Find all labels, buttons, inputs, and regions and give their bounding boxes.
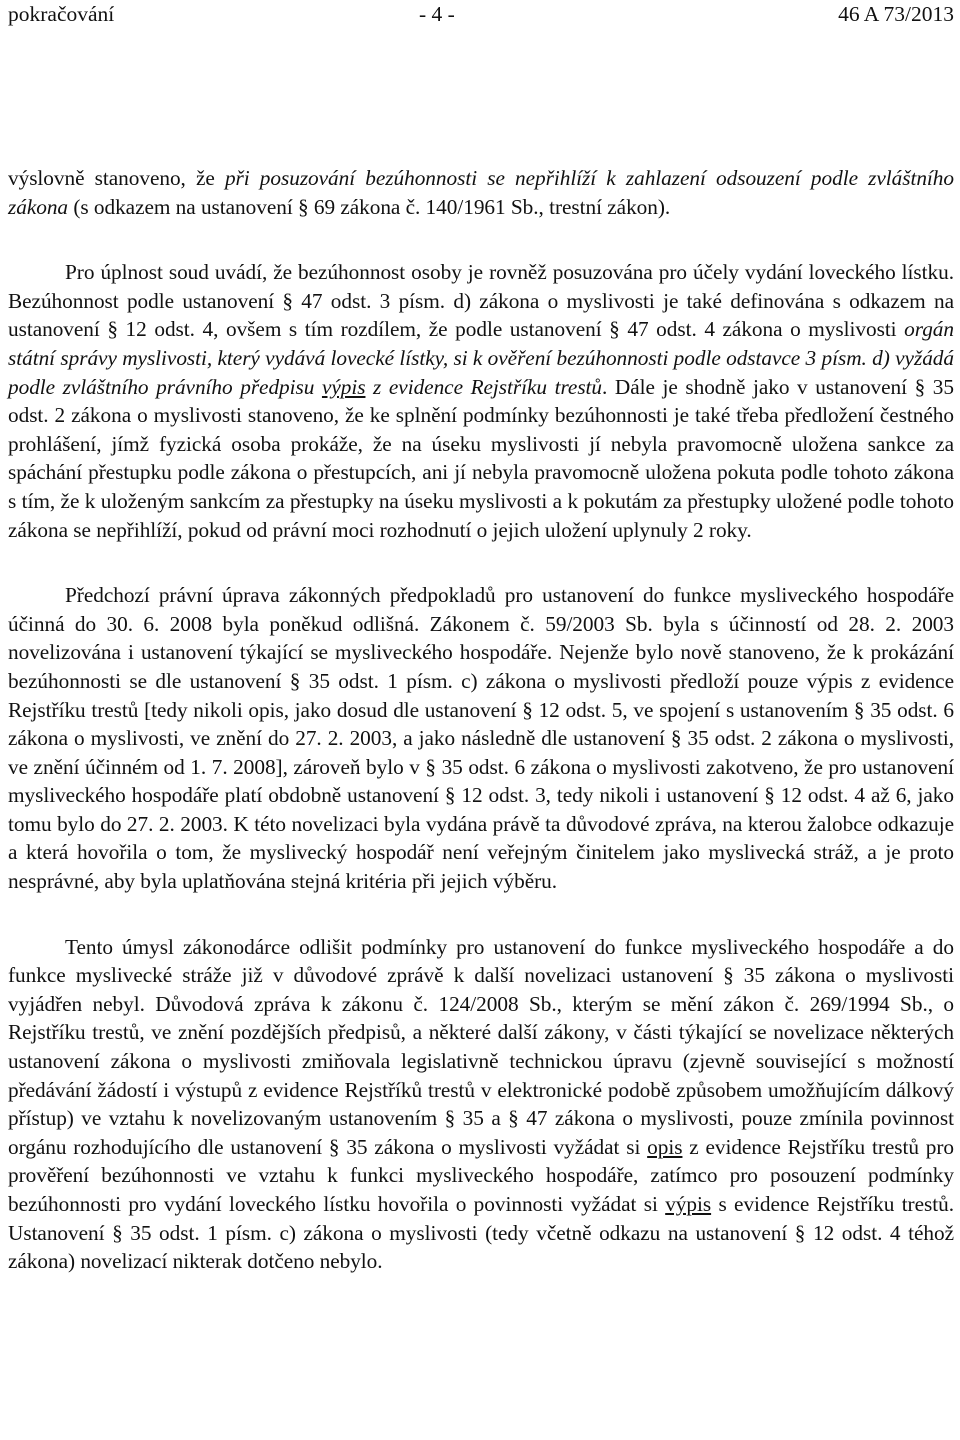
p4-underlined-vypis: výpis xyxy=(665,1192,712,1216)
document-body xyxy=(8,164,954,1276)
header-continuation-label: pokračování xyxy=(8,2,115,26)
p4-text-a: Tento úmysl zákonodárce odlišit podmínky pro ustanovení do funkce mysliveckého hospodáře a do funkce myslivecké stráže již v důvodové zprávě k další novelizaci ustanovení § 35 zákona o myslivosti vyjádřen nebyl. Důvodová zpráva k zákonu č. 124/2008 Sb., kterým se mění zákon č. 269/1994 Sb., o Rejstříku trestů, ve znění pozdějších předpisů, a některé další zákony, v části týkající se novelizace některých ustanovení zákona o myslivosti zmiňovala legislativně technickou úpravu (zjevně související s možností předávání žádostí i výstupů z evidence Rejstříků trestů v elektronické podobě způsobem umožňujícím dálkový přístup) ve vztahu k novelizovaným ustanovením § 35 a § 47 zákona o myslivosti, pouze zmínila povinnost orgánu rozhodujícího dle ustanovení § 35 zákona o myslivosti vyžádat si xyxy=(8,934,954,1159)
header-case-number: 46 A 73/2013 xyxy=(838,2,954,26)
paragraph-3 xyxy=(8,581,954,896)
p1-text-a: výslovně stanoveno, že xyxy=(8,166,225,190)
paragraph-1 xyxy=(8,164,954,221)
p2-text-a: Pro úplnost soud uvádí, že bezúhonnost osoby je rovněž posuzována pro účely vydání loveckého lístku. Bezúhonnost podle ustanovení § 47 odst. 3 písm. d) zákona o myslivosti je také definována s odkazem na ustanovení § 12 odst. 4, ovšem s tím rozdílem, že podle ustanovení § 47 odst. 4 zákona o myslivosti xyxy=(8,260,954,342)
p1-italic-quote: při posuzování bezúhonnosti se nepřihlíží k zahlazení odsouzení podle zvláštního zákona xyxy=(8,166,954,219)
header-page-number: - 4 - xyxy=(419,2,455,26)
p3-text: Předchozí právní úprava zákonných předpokladů pro ustanovení do funkce mysliveckého hospodáře účinná do 30. 6. 2008 byla poněkud odlišná. Zákonem č. 59/2003 Sb. byla s účinností od 28. 2. 2003 novelizována i ustanovení týkající se mysliveckého hospodáře. Nejenže bylo nově stanoveno, že k prokázání bezúhonnosti se dle ustanovení § 35 odst. 1 písm. c) zákona o myslivosti předloží pouze výpis z evidence Rejstříku trestů [tedy nikoli opis, jako dosud dle ustanovení § 12 odst. 5, ve spojení s ustanovením § 35 odst. 6 zákona o myslivosti, ve znění do 27. 2. 2003, a jako následně dle ustanovení § 35 odst. 2 zákona o myslivosti, ve znění účinném od 1. 7. 2008], zároveň bylo v § 35 odst. 6 zákona o myslivosti zakotveno, že pro ustanovení mysliveckého hospodáře platí obdobně ustanovení § 12 odst. 3, tedy nikoli i ustanovení § 12 odst. 4 až 6, jako tomu bylo do 27. 2. 2003. K této novelizaci byla vydána právě ta důvodové zpráva, na kterou žalobce odkazuje a která hovořila o tom, že myslivecký hospodář není veřejným činitelem jako myslivecká stráž, a je proto nesprávné, aby byla uplatňována stejná kritéria při jejich výběru. xyxy=(8,583,954,894)
p2-text-e: . Dále je shodně jako v ustanovení § 35 odst. 2 zákona o myslivosti stanoveno, že ke splnění podmínky bezúhonnosti je také třeba předložení čestného prohlášení, jímž fyzická osoba prokáže, že na úseku myslivosti jí nebyla pravomocně uložena sankce za spáchání přestupku podle zákona o přestupcích, ani jí nebyla pravomocně uložena pokuta podle tohoto zákona s tím, že k uloženým sankcím za přestupky na úseku myslivosti a k pokutám za přestupky uložené podle tohoto zákona se nepřihlíží, pokud od právní moci rozhodnutí o jejich uložení uplynuly 2 roky. xyxy=(8,374,954,542)
p2-underlined-vypis: výpis xyxy=(321,374,366,399)
p2-italic-quote-a: orgán státní správy myslivosti, který vydává lovecké lístky, si k ověření bezúhonnosti podle odstavce 3 písm. d) vyžádá podle zvláštního právního předpisu xyxy=(8,317,954,399)
p2-italic-quote-b: z evidence Rejstříku trestů xyxy=(365,374,603,399)
p2-italic-emphasis xyxy=(322,375,366,399)
paragraph-4 xyxy=(8,933,954,1276)
paragraph-2 xyxy=(8,258,954,544)
page-header xyxy=(8,2,954,34)
p1-text-b: (s odkazem na ustanovení § 69 zákona č. 140/1961 Sb., trestní zákon). xyxy=(68,194,671,219)
p4-text-e: s evidence Rejstříku trestů. Ustanovení § 35 odst. 1 písm. c) zákona o myslivosti (tedy včetně odkazu na ustanovení § 12 odst. 4 téhož zákona) novelizací nikterak dotčeno nebylo. xyxy=(8,1192,954,1274)
p4-underlined-opis: opis xyxy=(647,1134,683,1159)
p4-text-c: z evidence Rejstříku trestů pro prověření bezúhonnosti ve vztahu k funkci mysliveckého hospodáře, zatímco pro posouzení podmínky bezúhonnosti pro vydání loveckého lístku hovořila o povinnosti vyžádat si xyxy=(8,1134,955,1216)
